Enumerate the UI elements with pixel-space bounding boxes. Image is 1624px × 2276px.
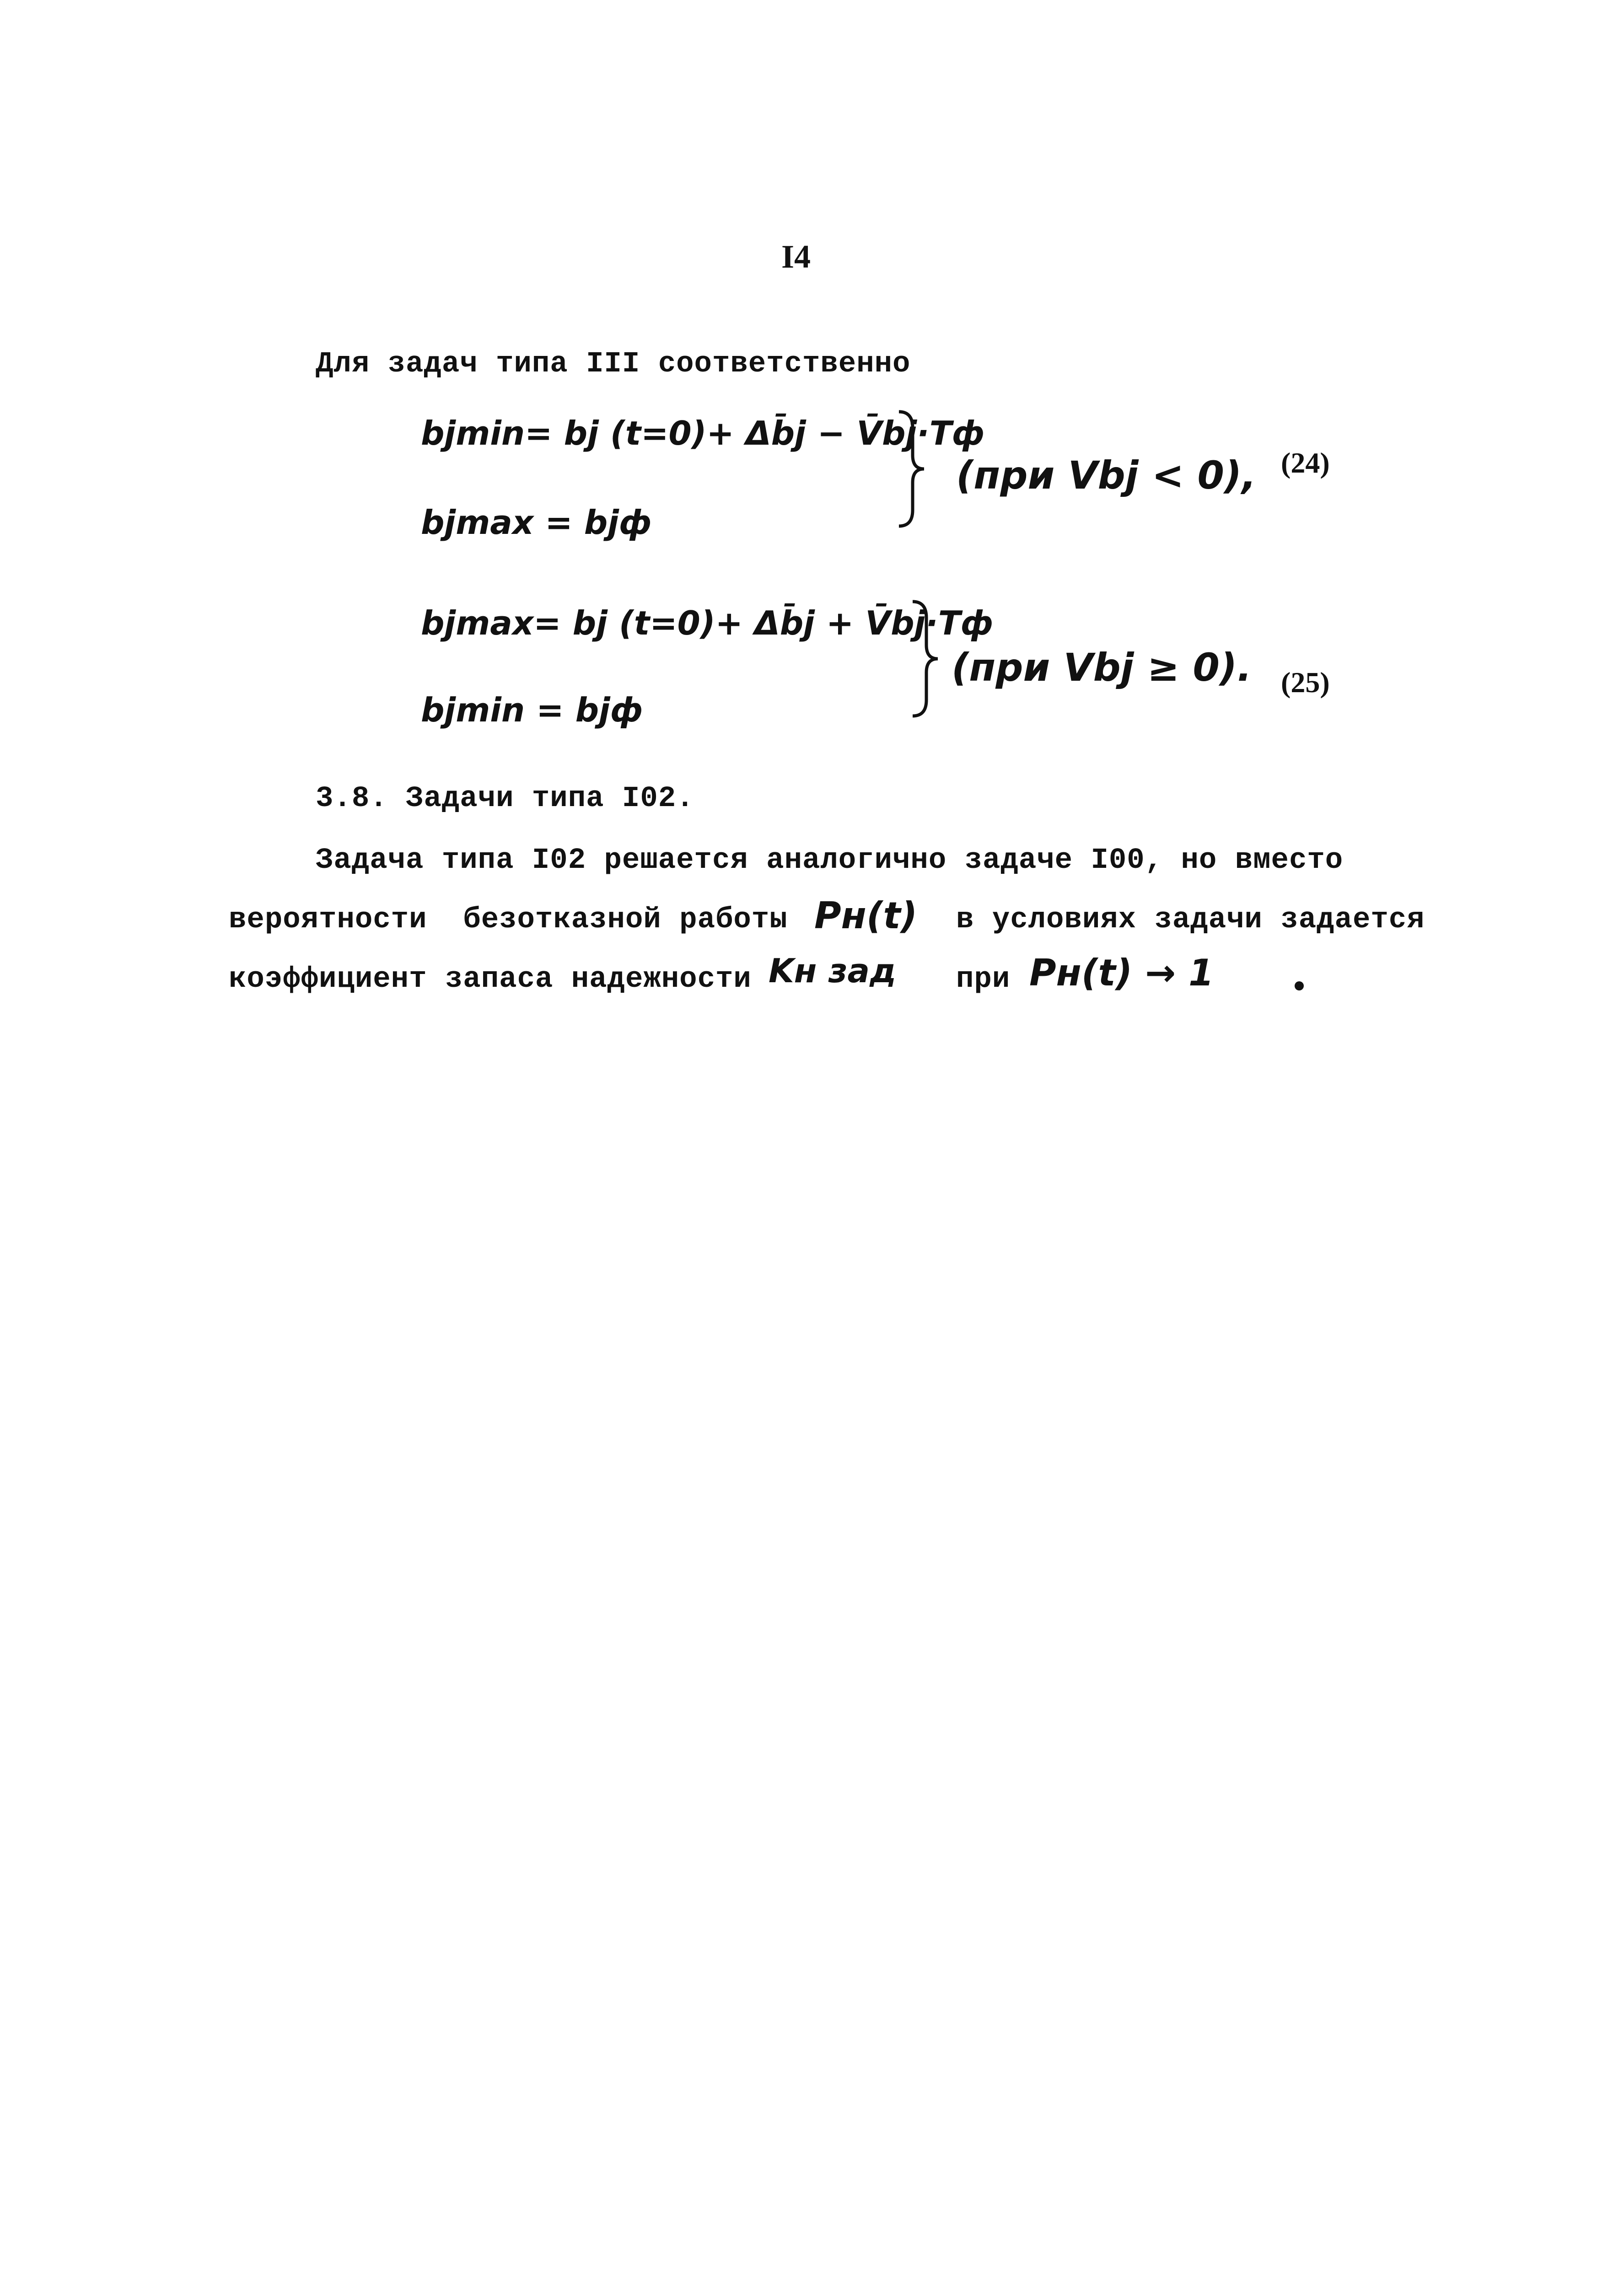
end-mark (1295, 981, 1304, 990)
paragraph-line-3-mid: при (956, 963, 1011, 996)
equation-24-line-2: bjmax = bjф (421, 503, 652, 542)
paragraph-line-3-start: коэффициент запаса надежности (229, 963, 752, 996)
intro-line: Для задач типа III соответственно (316, 348, 911, 381)
paragraph-line-1: Задача типа I02 решается аналогично задаче I00, но вместо (316, 844, 1344, 877)
paragraph-line-2-math: Pн(t) (814, 894, 918, 937)
paragraph-line-2-end: в условиях задачи задается (956, 904, 1425, 936)
section-heading: 3.8. Задачи типа I02. (316, 782, 694, 815)
paragraph-line-3-math-1: Kн зад (769, 952, 897, 990)
equation-25-line-2: bjmin = bjф (421, 691, 643, 729)
equation-25-line-1: bjmax= bj (t=0)+ Δb̄j + V̄bj·Tф (421, 604, 994, 642)
paragraph-line-3-math-2: Pн(t) → 1 (1029, 952, 1214, 994)
paragraph-line-2-start: вероятности безотказной работы (229, 904, 788, 936)
equation-24-number: (24) (1281, 447, 1330, 479)
equation-25-condition: (при Vbj ≥ 0). (952, 645, 1252, 690)
equation-24-brace (897, 409, 929, 528)
equation-24-condition: (при Vbj < 0), (956, 453, 1257, 498)
equation-25-number: (25) (1281, 666, 1330, 699)
equation-25-brace (910, 599, 942, 718)
equation-24-line-1: bjmin= bj (t=0)+ Δb̄j − V̄bj·Tф (421, 414, 985, 452)
page-number: I4 (781, 238, 811, 275)
